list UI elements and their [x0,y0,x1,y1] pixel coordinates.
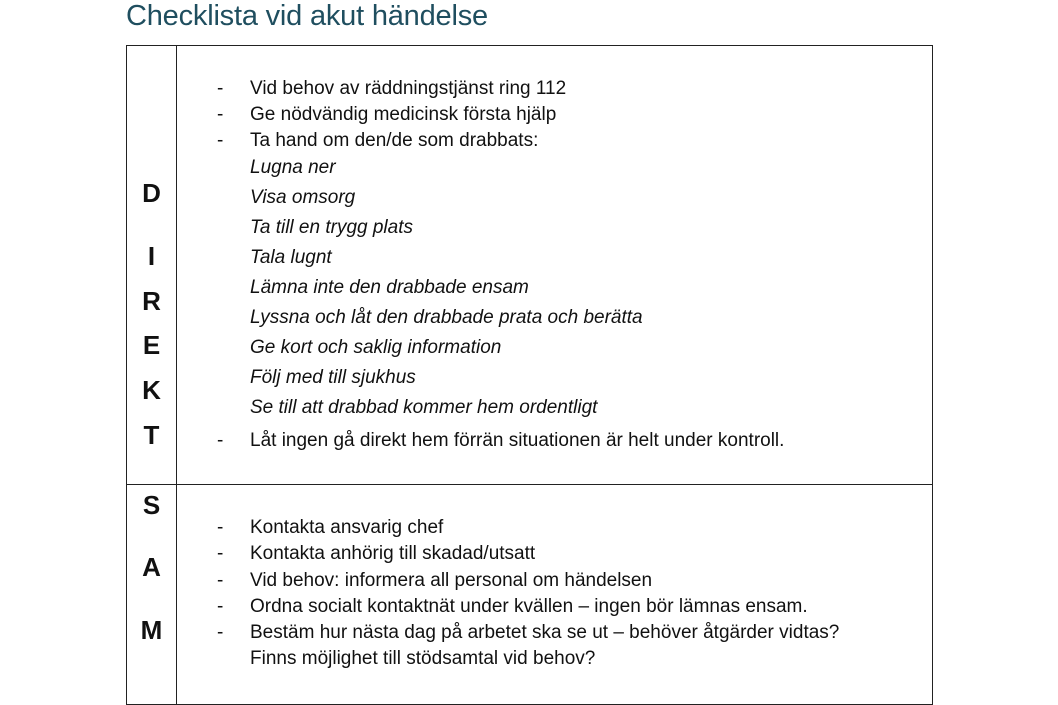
sub-item: Lämna inte den drabbade ensam [250,277,529,298]
section2-letter: M [140,615,163,645]
sub-item: Visa omsorg [250,187,356,208]
section2-letter: A [142,552,161,582]
row-divider [127,484,932,485]
sub-item: Följ med till sjukhus [250,367,416,388]
section2-letter: S [142,490,161,520]
page-title: Checklista vid akut händelse [126,0,488,32]
section1-letter: I [147,241,156,271]
checklist-table: D I R E K T - Vid behov av räddningstjänst ring 112 - Ge nödvändig medicinsk första hjälp - Ta hand om den/de som drabbats: Lugna ner Visa omsorg Ta till en trygg plats Tala lugnt Lämna inte den drabbade ensam Lyssna och låt den drabbade prata och berätta Ge kort och saklig information Följ med till sjukhus Se till att drabbad kommer hem ordentligt - Låt ingen gå direkt hem förrän situationen är helt under kontroll. S A M - Kontakta ansvarig chef - Kontakta anhörig till skadad/utsatt - Vid behov: informera all personal om händelsen - Ordna socialt kontaktnät under kvällen – ingen bör lämnas ensam. - Bestäm hur nästa dag på arbetet ska se ut – behöver åtgärder vidtas? Finns möjlighet till stödsamtal vid behov? [126,45,933,705]
section1-letter: K [142,375,161,405]
sub-item: Lugna ner [250,157,336,178]
section1-letter: T [143,420,160,450]
sub-item: Tala lugnt [250,247,332,268]
sub-item: Ge kort och saklig information [250,337,502,358]
sub-item: Se till att drabbad kommer hem ordentligt [250,397,598,418]
column-divider [176,46,177,704]
section1-letter: D [142,178,161,208]
section1-letter: E [142,330,161,360]
sub-item: Ta till en trygg plats [250,217,413,238]
section1-letter: R [142,286,161,316]
sub-item: Lyssna och låt den drabbade prata och berätta [250,307,643,328]
